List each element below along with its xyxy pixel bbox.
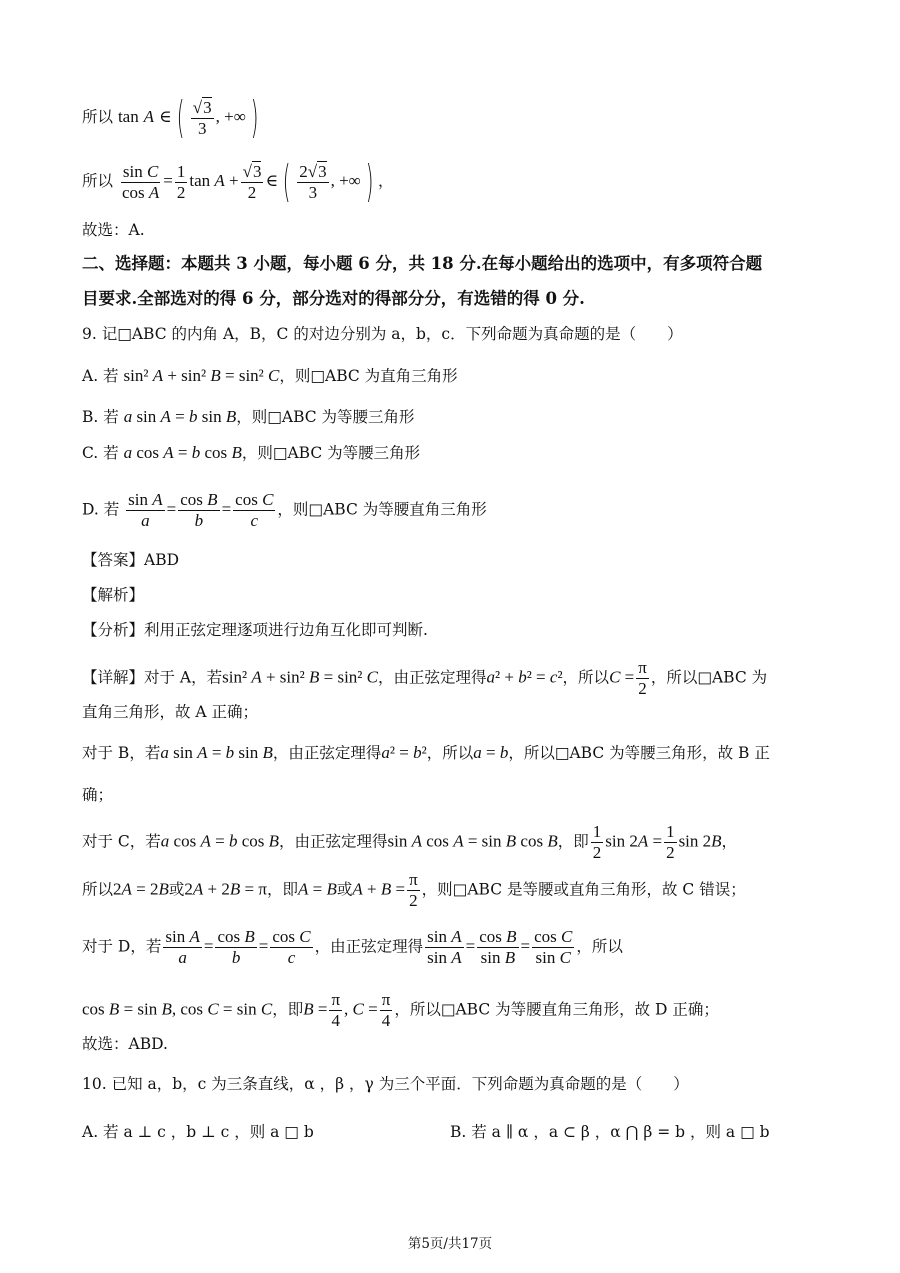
detail-a-line2: 直角三角形，故 A 正确； (82, 703, 259, 721)
detail-c-line1: 对于 C，若a cos A = b cos B，由正弦定理得sin A cos A = sin B cos B，即 $\frac{1}{2}$ sin 2A = $\frac{1}{2}$ sin 2B， (82, 822, 738, 862)
detail-b-line1: 对于 B，若a sin A = b sin B，由正弦定理得a² = b²，所以a = b，所以□ABC 为等腰三角形，故 B 正 (82, 743, 770, 762)
page-footer: 第5页/共17页 (407, 1236, 493, 1252)
section-2-heading-b: 目要求.全部选对的得 6 分，部分选对的得部分分，有选错的得 0 分. (82, 289, 585, 308)
detail-a-line1: 【详解】对于 A，若sin² A + sin² B = sin² C，由正弦定理得a² + b² = c²，所以C = $\frac{\pi}{2}$ ，所以□ABC 为 (82, 658, 768, 698)
question-9: 9. 记□ABC 的内角 A，B，C 的对边分别为 a，b，c．下列命题为真命题的是（ ） (82, 325, 683, 343)
fenxi-line: 【分析】利用正弦定理逐项进行边角互化即可判断. (82, 621, 428, 639)
line-ratio-range: 所以 $\frac{\text{sin C}}{\text{cos A}}$ = $\frac{1}{2}$ tan A + $\frac{√3}{2}$ ∈ ( $\frac{2√3}{3}$ , +∞ ) ， (82, 156, 394, 207)
q9-option-d: D. 若 $\frac{\text{sin A}}{a}$ = $\frac{\text{cos B}}{b}$ = $\frac{\text{cos C}}{c}$ ，则□ABC 为等腰直角三角形 (82, 490, 487, 530)
answer-label: 【答案】ABD (82, 551, 180, 569)
analysis-label: 【解析】 (82, 586, 145, 604)
q9-option-b: B. 若 a sin A = b sin B，则□ABC 为等腰三角形 (82, 407, 415, 426)
q10-option-b: B. 若 a ∥ α ，a ⊂ β ，α ⋂ β = b ，则 a □ b (450, 1123, 770, 1141)
q9-option-a: A. 若 sin² A + sin² B = sin² C，则□ABC 为直角三角形 (82, 366, 458, 385)
choose-a: 故选：A. (82, 221, 145, 239)
detail-c-line2: 所以2A = 2B或2A + 2B = π，即A = B或A + B = $\frac{\pi}{2}$ ，则□ABC 是等腰或直角三角形，故 C 错误； (82, 870, 746, 910)
section-2-heading-a: 二、选择题：本题共 3 小题，每小题 6 分，共 18 分.在每小题给出的选项中，有多项符合题 (82, 254, 763, 273)
detail-d-line2: cos B = sin B, cos C = sin C，即B = $\frac{\pi}{4}$ , C = $\frac{\pi}{4}$ ，所以□ABC 为等腰直角三角形，故 D 正确； (82, 990, 719, 1030)
question-10: 10. 已知 a，b，c 为三条直线，α ，β ，γ 为三个平面．下列命题为真命题的是（ ） (82, 1075, 689, 1093)
choose-abd: 故选：ABD. (82, 1035, 168, 1053)
line-tan-range: 所以 tan A ∈ ( $\frac{√3}{3}$ , +∞ ) (82, 92, 259, 143)
detail-b-line2: 确； (82, 786, 114, 804)
q10-option-a: A. 若 a ⊥ c ，b ⊥ c ，则 a □ b (82, 1123, 314, 1141)
q9-option-c: C. 若 a cos A = b cos B，则□ABC 为等腰三角形 (82, 443, 421, 462)
detail-d-line1: 对于 D，若 $\frac{\text{sin A}}{a}$ = $\frac{\text{cos B}}{b}$ = $\frac{\text{cos C}}{c}$ ，由正弦定理得 $\frac{\text{sin A}}{\text{sin A}}$ = $\frac{\text{cos B}}{\text{sin B}}$ = $\frac{\text{cos C}}{\text{sin C}}$ ，所以 (82, 927, 623, 967)
